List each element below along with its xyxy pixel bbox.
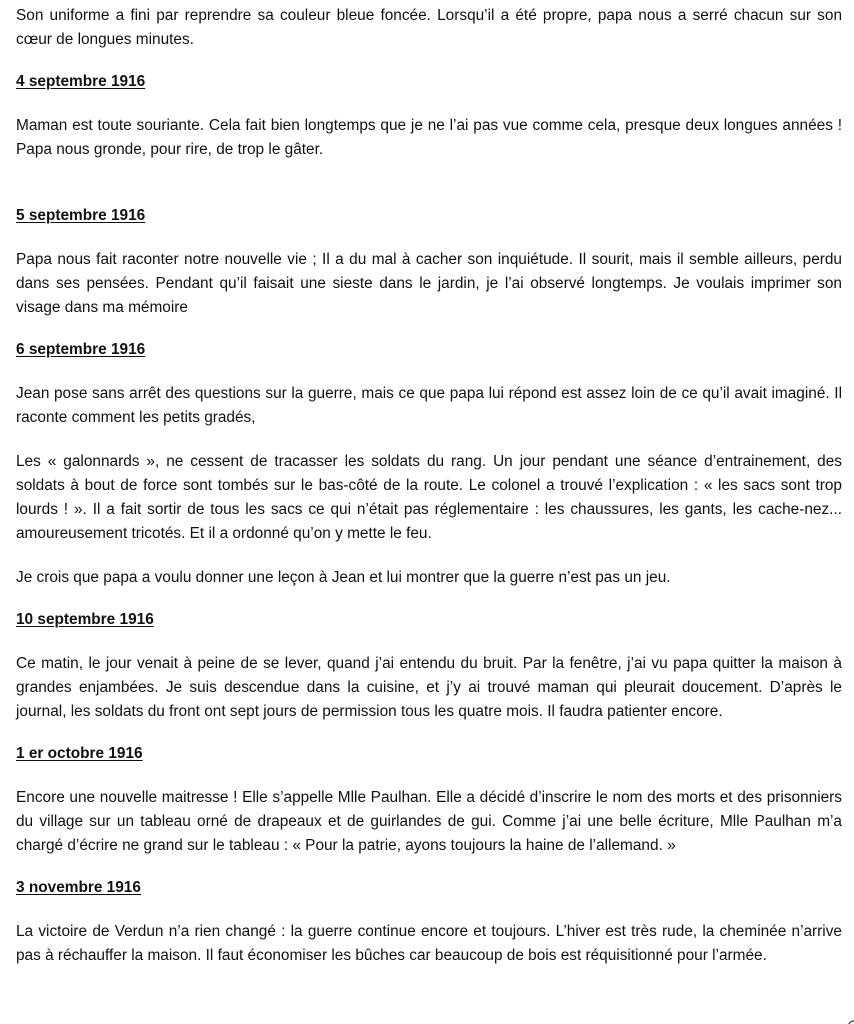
diary-paragraph: Maman est toute souriante. Cela fait bien longtemps que je ne l’ai pas vue comme cela, presque deux longues années ! Papa nous gronde, pour rire, de trop le gâter. bbox=[16, 117, 842, 158]
diary-paragraph: Jean pose sans arrêt des questions sur la guerre, mais ce que papa lui répond est assez loin de ce qu’il avait imaginé. Il raconte comment les petits gradés, bbox=[16, 385, 842, 426]
entry-date-heading: 10 septembre 1916 bbox=[16, 611, 154, 628]
entry-date-heading: 4 septembre 1916 bbox=[16, 73, 146, 90]
diary-paragraph: La victoire de Verdun n’a rien changé : la guerre continue encore et toujours. L’hiver est très rude, la cheminée n’arrive pas à réchauffer la maison. Il faut économiser les bûches car beaucoup de bois est réquisitionné pour l’armée. bbox=[16, 923, 842, 964]
diary-paragraph: Les « galonnards », ne cessent de tracasser les soldats du rang. Un jour pendant une séance d’entrainement, des soldats à bout de force sont tombés sur le bas-côté de la route. Le colonel a trouvé l’explication : « les sacs sont trop lourds ! ». Il a fait sortir de tous les sacs ce qui n’était pas réglementaire : les chaussures, les gants, les cache-nez... amoureusement tricotés. Et il a ordonné qu’on y mette le feu. bbox=[16, 453, 842, 542]
diary-paragraph: Ce matin, le jour venait à peine de se lever, quand j’ai entendu du bruit. Par la fenêtre, j’ai vu papa quitter la maison à grandes enjambées. Je suis descendue dans la cuisine, et j’y ai trouvé maman qui pleurait doucement. D’après le journal, les soldats du front ont sept jours de permission tous les quatre mois. Il faudra patienter encore. bbox=[16, 655, 842, 720]
entry-date-heading: 6 septembre 1916 bbox=[16, 341, 146, 358]
entry-date-heading: 3 novembre 1916 bbox=[16, 879, 141, 896]
entry-date-heading: 1 er octobre 1916 bbox=[16, 745, 143, 762]
page-corner-icon bbox=[846, 1014, 854, 1024]
diary-paragraph: Papa nous fait raconter notre nouvelle vie ; Il a du mal à cacher son inquiétude. Il sourit, mais il semble ailleurs, perdu dans ses pensées. Pendant qu’il faisait une sieste dans le jardin, je l’ai observé longtemps. Je voulais imprimer son visage dans ma mémoire bbox=[16, 251, 842, 316]
diary-page bbox=[16, 4, 842, 968]
diary-paragraph: Encore une nouvelle maitresse ! Elle s’appelle Mlle Paulhan. Elle a décidé d’inscrire le nom des morts et des prisonniers du village sur un tableau orné de drapeaux et de guirlandes de gui. Comme j’ai une belle écriture, Mlle Paulhan m’a chargé d’écrire ne grand sur le tableau : « Pour la patrie, ayons toujours la haine de l’allemand. » bbox=[16, 789, 842, 854]
diary-paragraph: Je crois que papa a voulu donner une leçon à Jean et lui montrer que la guerre n’est pas un jeu. bbox=[16, 569, 671, 586]
diary-paragraph: Son uniforme a fini par reprendre sa couleur bleue foncée. Lorsqu’il a été propre, papa nous a serré chacun sur son cœur de longues minutes. bbox=[16, 7, 842, 48]
entry-date-heading: 5 septembre 1916 bbox=[16, 207, 146, 224]
